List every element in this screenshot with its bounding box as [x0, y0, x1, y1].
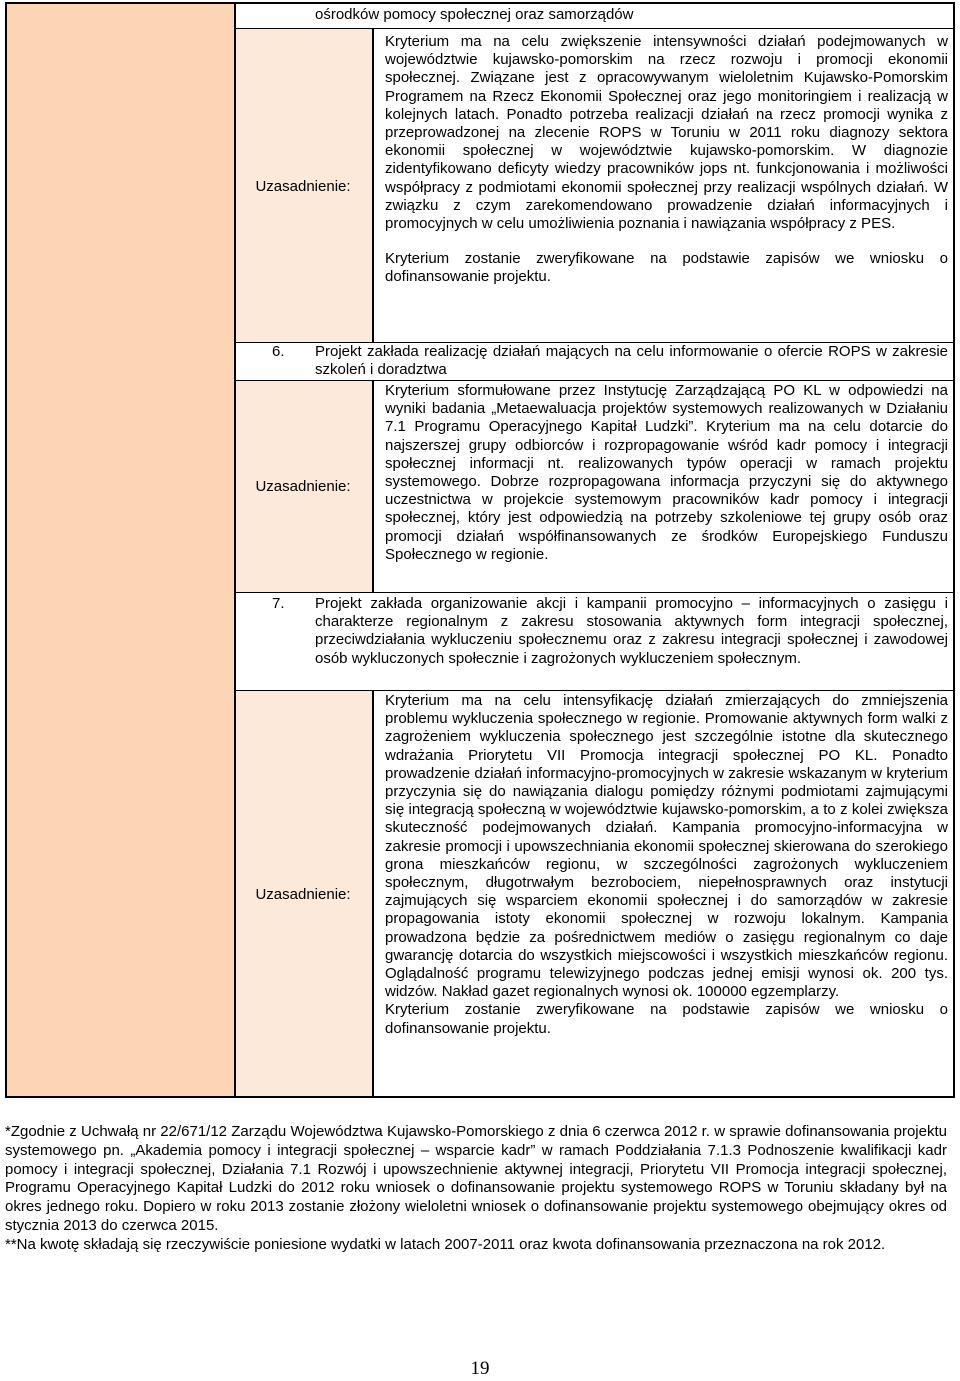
criterion-number: 7.: [272, 595, 285, 612]
criterion-text: Projekt zakłada organizowanie akcji i kampanii promocyjno – informacyjnych o zasięgu i charakterze regionalnym z zakresu stosowania aktywnych form integracji społecznej, przeciwdziałania wykluczeniu społecznemu oraz z zakresu integracji społecznej i zawodowej osób wykluczonych społecznie i zagrożonych wykluczeniem społecznym.: [315, 595, 948, 667]
justification-label: Uzasadnienie:: [255, 478, 351, 495]
page-number: 19: [470, 1358, 490, 1379]
criterion-number: 6.: [272, 343, 285, 360]
criterion-continuation: ośrodków pomocy społecznej oraz samorządów: [315, 6, 634, 23]
justification-text: Kryterium ma na celu intensyfikację działań zmierzających do zmniejszenia problemu wykluczenia społecznego w regionie. Promowanie aktywnych form walki z zagrożeniem wykluczenia społecznego jest szczególnie istotne dla skutecznego wdrażania Priorytetu VII Promocja integracji społecznej PO KL. Ponadto prowadzenie działań informacyjno-promocyjnych w zakresie wskazanym w kryterium przyczynia się do nawiązania dialogu pomiędzy różnymi podmiotami zajmującymi się integracją społeczną w województwie kujawsko-pomorskim, a to z kolei zwiększa skuteczność podejmowanych działań. Kampania promocyjno-informacyjna w zakresie promocji i upowszechniania ekonomii społecznej skierowana do szerokiego grona mieszkańców regionu, w szczególności zagrożonych wykluczeniem społecznym, długotrwałym bezrobociem, niepełnosprawnych oraz instytucji zajmujących się wsparciem ekonomii społecznej i do samorządów w zakresie propagowania istoty ekonomii społecznej w rozwoju lokalnym. Kampania prowadzona będzie za pośrednictwem mediów o zasięgu regionalnym co daje gwarancję dotarcia do wszystkich miejscowości i wszystkich mieszkańców regionu. Oglądalność programu telewizyjnego podczas jednej emisji wynosi ok. 200 tys. widzów. Nakład gazet regionalnych wynosi ok. 100000 egzemplarzy. Kryterium zostanie zweryfikowane na podstawie zapisów we wniosku o dofinansowanie projektu.: [385, 692, 948, 1037]
footnote: *Zgodnie z Uchwałą nr 22/671/12 Zarządu Województwa Kujawsko-Pomorskiego z dnia 6 czerwca 2012 r. w sprawie dofinansowania projektu systemowego pn. „Akademia pomocy i integracji społecznej – wsparcie kadr” w ramach Poddziałania 7.1.3 Podnoszenie kwalifikacji kadr pomocy i integracji społecznej, Działania 7.1 Rozwój i upowszechnienie aktywnej integracji, Priorytetu VII Promocja integracji społecznej, Programu Operacyjnego Kapitał Ludzki do 2012 roku wniosek o dofinansowanie projektu systemowego ROPS w Toruniu składany był na okres jednego roku. Dopiero w roku 2013 zostanie złożony wieloletni wniosek o dofinansowanie projektu systemowego obejmujący okres od stycznia 2013 do czerwca 2015.: [5, 1123, 947, 1234]
justification-label: Uzasadnienie:: [255, 886, 351, 903]
justification-text: Kryterium sformułowane przez Instytucję Zarządzającą PO KL w odpowiedzi na wyniki badania „Metaewaluacja projektów systemowych realizowanych w Działaniu 7.1 Programu Operacyjnego Kapitał Ludzki”. Kryterium ma na celu dotarcie do najszerszej grupy odbiorców i rozpropagowanie wśród kadr pomocy i integracji społecznej informacji nt. realizowanych typów operacji w ramach projektu systemowego. Dobrze rozpropagowana informacja przyczyni się do aktywnego uczestnictwa w projekcie systemowym pracowników kadr pomocy i integracji społecznej, który jest odpowiedzią na potrzeby szkoleniowe tej grupy osób oraz promocji działań współfinansowanych ze środków Europejskiego Funduszu Społecznego w regionie.: [385, 382, 948, 563]
column-divider: [372, 690, 374, 1098]
criterion-text: Projekt zakłada realizację działań mających na celu informowanie o ofercie ROPS w zakresie szkoleń i doradztwa: [315, 343, 948, 379]
row-divider: [234, 592, 955, 593]
footnote: **Na kwotę składają się rzeczywiście poniesione wydatki w latach 2007-2011 oraz kwota dofinansowania przeznaczona na rok 2012.: [5, 1235, 886, 1253]
footnotes: [5, 1123, 947, 1255]
justification-text: Kryterium ma na celu zwiększenie intensywności działań podejmowanych w województwie kujawsko-pomorskim na rzecz rozwoju i promocji ekonomii społecznej. Związane jest z opracowywanym wieloletnim Kujawsko-Pomorskim Programem na Rzecz Ekonomii Społecznej oraz jego monitoringiem i realizacją w kolejnych latach. Ponadto potrzeba realizacji działań na rzecz promocji wynika z przeprowadzonej na zlecenie ROPS w Toruniu w 2011 roku diagnozy sektora ekonomii społecznej w województwie kujawsko-pomorskim. W diagnozie zidentyfikowano deficyty wiedzy pracowników jops nt. funkcjonowania i możliwości współpracy z podmiotami ekonomii społecznej przy realizacji wspólnych działań. W związku z czym zarekomendowano prowadzenie działań informacyjnych i promocyjnych w celu umożliwienia poznania i nawiązania współpracy z PES. Kryterium zostanie zweryfikowane na podstawie zapisów we wniosku o dofinansowanie projektu.: [385, 33, 948, 286]
column-divider: [372, 380, 374, 592]
column-divider: [372, 28, 374, 342]
justification-label: Uzasadnienie:: [255, 178, 351, 195]
